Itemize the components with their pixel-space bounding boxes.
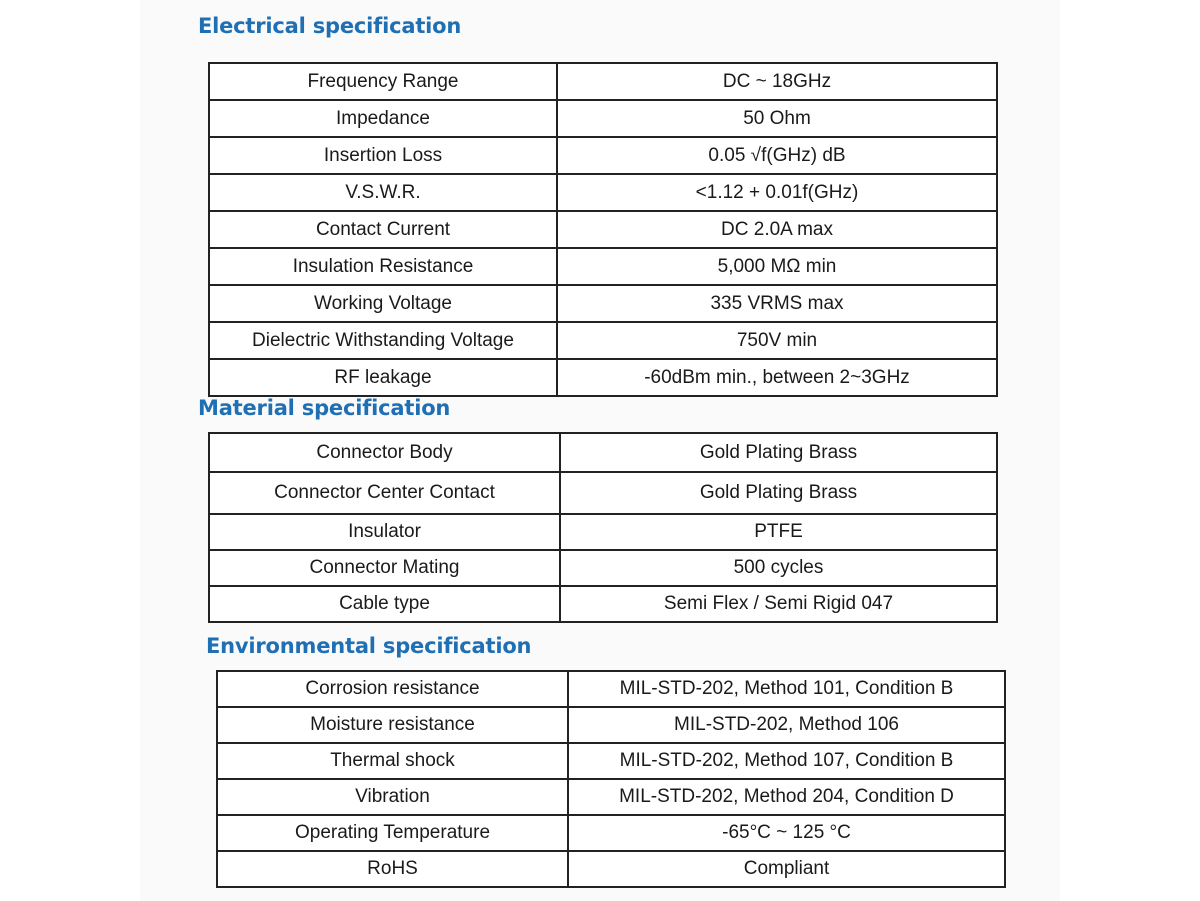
- spec-label: Connector Mating: [209, 550, 560, 586]
- spec-label: Cable type: [209, 586, 560, 622]
- table-row: [209, 211, 997, 248]
- table-row: [209, 433, 997, 472]
- environmental-specification-heading: Environmental specification: [206, 634, 532, 658]
- spec-label: RoHS: [217, 851, 568, 887]
- material-specification-table: [208, 432, 998, 623]
- spec-value: Semi Flex / Semi Rigid 047: [560, 586, 997, 622]
- table-row: [209, 174, 997, 211]
- table-row: [209, 248, 997, 285]
- spec-label: Working Voltage: [209, 285, 557, 322]
- material-specification-heading: Material specification: [198, 396, 451, 420]
- table-row: [217, 743, 1005, 779]
- spec-label: RF leakage: [209, 359, 557, 396]
- spec-value: -65°C ~ 125 °C: [568, 815, 1005, 851]
- table-row: [209, 550, 997, 586]
- spec-value: 50 Ohm: [557, 100, 997, 137]
- table-row: [209, 359, 997, 396]
- spec-value: Gold Plating Brass: [560, 472, 997, 514]
- spec-value: <1.12 + 0.01f(GHz): [557, 174, 997, 211]
- table-row: [209, 322, 997, 359]
- spec-value: MIL-STD-202, Method 106: [568, 707, 1005, 743]
- spec-label: Connector Center Contact: [209, 472, 560, 514]
- table-row: [217, 707, 1005, 743]
- spec-label: Moisture resistance: [217, 707, 568, 743]
- spec-label: Insulation Resistance: [209, 248, 557, 285]
- electrical-specification-heading: Electrical specification: [198, 14, 462, 38]
- spec-value: MIL-STD-202, Method 101, Condition B: [568, 671, 1005, 707]
- spec-value: DC 2.0A max: [557, 211, 997, 248]
- spec-label: Frequency Range: [209, 63, 557, 100]
- spec-value: Gold Plating Brass: [560, 433, 997, 472]
- spec-value: Compliant: [568, 851, 1005, 887]
- spec-label: Contact Current: [209, 211, 557, 248]
- spec-value: 750V min: [557, 322, 997, 359]
- spec-value: MIL-STD-202, Method 107, Condition B: [568, 743, 1005, 779]
- table-row: [217, 815, 1005, 851]
- spec-value: PTFE: [560, 514, 997, 550]
- table-row: [209, 586, 997, 622]
- spec-label: Vibration: [217, 779, 568, 815]
- spec-value: MIL-STD-202, Method 204, Condition D: [568, 779, 1005, 815]
- table-row: [209, 137, 997, 174]
- spec-label: Thermal shock: [217, 743, 568, 779]
- table-row: [209, 285, 997, 322]
- electrical-specification-table: [208, 62, 998, 397]
- spec-value: 0.05 √f(GHz) dB: [557, 137, 997, 174]
- environmental-specification-table: [216, 670, 1006, 888]
- table-row: [217, 779, 1005, 815]
- table-row: [209, 514, 997, 550]
- spec-value: DC ~ 18GHz: [557, 63, 997, 100]
- spec-label: Insertion Loss: [209, 137, 557, 174]
- spec-label: Impedance: [209, 100, 557, 137]
- spec-value: 500 cycles: [560, 550, 997, 586]
- spec-label: Corrosion resistance: [217, 671, 568, 707]
- table-row: [209, 100, 997, 137]
- spec-label: Dielectric Withstanding Voltage: [209, 322, 557, 359]
- table-row: [209, 472, 997, 514]
- spec-label: Insulator: [209, 514, 560, 550]
- table-row: [209, 63, 997, 100]
- spec-label: Connector Body: [209, 433, 560, 472]
- spec-label: V.S.W.R.: [209, 174, 557, 211]
- spec-value: 335 VRMS max: [557, 285, 997, 322]
- table-row: [217, 671, 1005, 707]
- spec-label: Operating Temperature: [217, 815, 568, 851]
- spec-value: 5,000 MΩ min: [557, 248, 997, 285]
- spec-value: -60dBm min., between 2~3GHz: [557, 359, 997, 396]
- table-row: [217, 851, 1005, 887]
